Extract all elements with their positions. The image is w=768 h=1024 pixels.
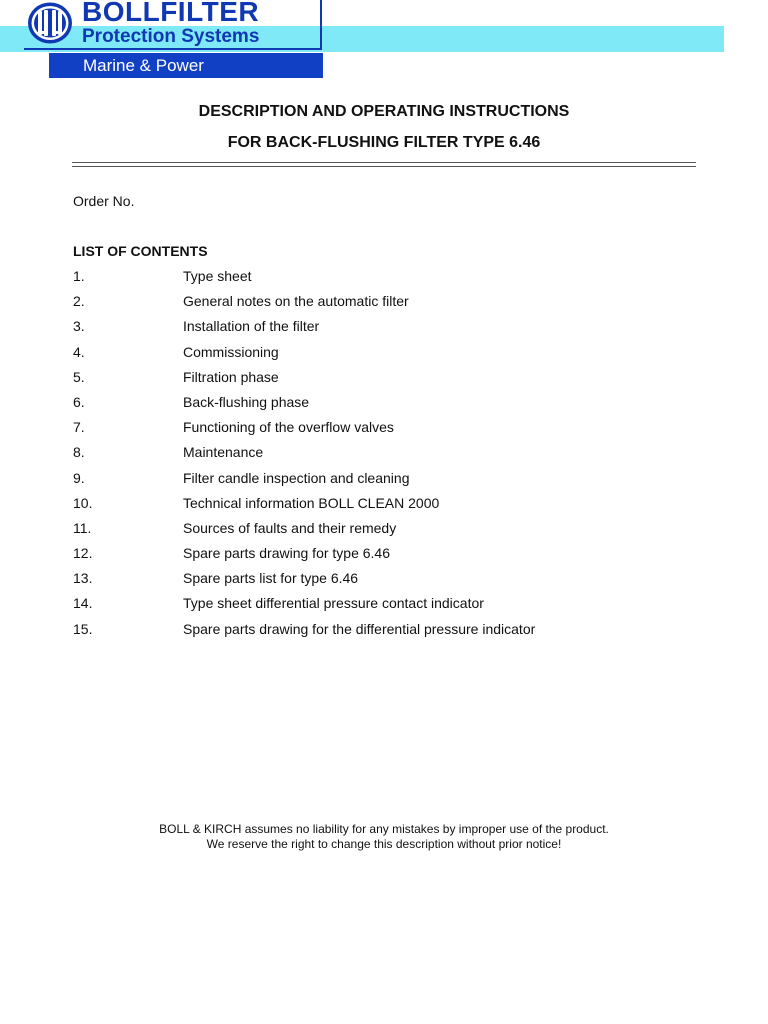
toc-title: Type sheet (183, 268, 252, 284)
toc-title: General notes on the automatic filter (183, 293, 409, 310)
toc-item (73, 419, 693, 444)
toc-title: Technical information BOLL CLEAN 2000 (183, 494, 440, 511)
toc-number: 12. (73, 545, 93, 562)
toc-number: 2. (73, 293, 85, 310)
toc-item (73, 369, 693, 394)
toc-title: Filter candle inspection and cleaning (183, 469, 410, 486)
toc-item (73, 570, 693, 595)
toc-title: Back-flushing phase (183, 393, 310, 410)
toc-number: 6. (73, 393, 85, 410)
toc-number: 8. (73, 444, 85, 461)
document-subtitle: FOR BACK-FLUSHING FILTER TYPE 6.46 (227, 134, 541, 151)
toc-title: Spare parts drawing for the differential pressure indicator (183, 620, 536, 637)
title-divider-top (72, 162, 696, 163)
toc-item (73, 293, 693, 318)
toc-item (73, 344, 693, 369)
toc-item (73, 470, 693, 495)
toc-title: Functioning of the overflow valves (183, 419, 394, 436)
header (0, 0, 768, 80)
toc-title: Type sheet differential pressure contact indicator (183, 595, 484, 612)
toc-item (73, 595, 693, 620)
table-of-contents (73, 268, 693, 646)
toc-number: 3. (73, 318, 85, 335)
toc-item (73, 495, 693, 520)
document-title: DESCRIPTION AND OPERATING INSTRUCTIONS (198, 103, 570, 120)
toc-number: 15. (73, 620, 93, 637)
toc-title: Spare parts list for type 6.46 (183, 570, 359, 587)
title-divider-bottom (72, 166, 696, 167)
toc-title: Commissioning (183, 343, 279, 360)
toc-item (73, 444, 693, 469)
toc-item (73, 394, 693, 419)
toc-title: Sources of faults and their remedy (183, 519, 397, 536)
order-number-label: Order No. (73, 193, 135, 209)
contents-heading: LIST OF CONTENTS (73, 243, 208, 259)
toc-number: 9. (73, 469, 85, 486)
toc-number: 1. (73, 268, 85, 284)
toc-number: 14. (73, 595, 93, 612)
toc-number: 11. (73, 519, 92, 536)
toc-item (73, 545, 693, 570)
disclaimer-line-1: BOLL & KIRCH assumes no liability for any mistakes by improper use of the product. (159, 822, 609, 836)
division-label: Marine & Power (83, 56, 204, 75)
toc-number: 4. (73, 343, 85, 360)
boll-logo-icon (26, 1, 74, 45)
toc-number: 7. (73, 419, 85, 436)
toc-number: 5. (73, 368, 85, 385)
toc-item (73, 520, 693, 545)
toc-item (73, 621, 693, 646)
toc-title: Filtration phase (183, 368, 279, 385)
toc-number: 13. (73, 570, 93, 587)
toc-item (73, 318, 693, 343)
toc-title: Installation of the filter (183, 318, 320, 335)
brand-name: BOLLFILTER (82, 0, 260, 27)
division-bar (49, 53, 323, 78)
toc-title: Spare parts drawing for type 6.46 (183, 545, 391, 562)
disclaimer-line-2: We reserve the right to change this description without prior notice! (206, 837, 562, 851)
toc-number: 10. (73, 494, 93, 511)
liability-disclaimer (0, 822, 768, 852)
brand-subtitle: Protection Systems (82, 26, 260, 47)
toc-title: Maintenance (183, 444, 264, 461)
toc-item (73, 268, 693, 293)
